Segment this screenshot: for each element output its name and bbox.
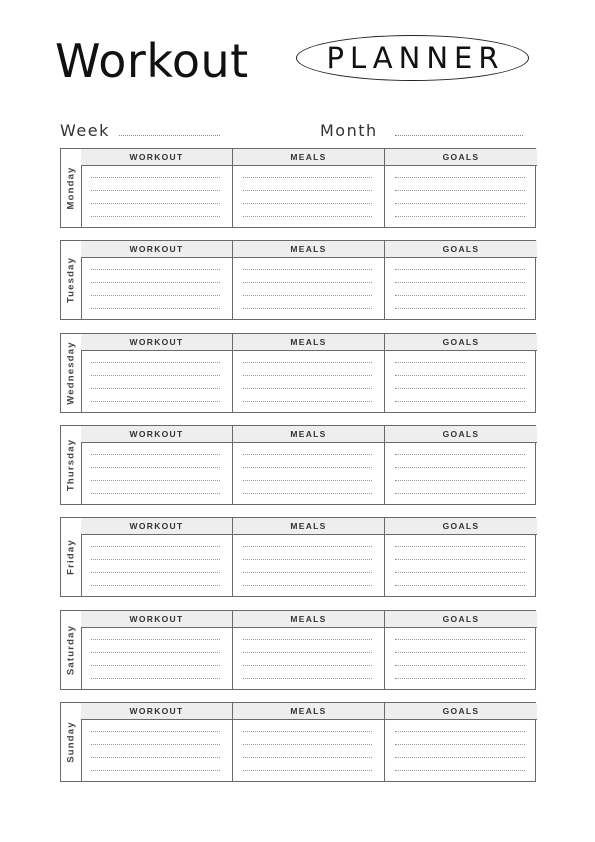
day-block-wednesday	[60, 333, 536, 413]
write-line[interactable]	[395, 308, 525, 309]
write-line[interactable]	[91, 362, 220, 363]
write-line[interactable]	[243, 493, 372, 494]
day-label: Friday	[65, 539, 77, 575]
column-goals	[385, 149, 537, 227]
write-line[interactable]	[395, 639, 525, 640]
write-line[interactable]	[91, 295, 220, 296]
write-line[interactable]	[243, 454, 372, 455]
column-header: GOALS	[385, 426, 537, 443]
column-header: GOALS	[385, 334, 537, 351]
write-line[interactable]	[395, 652, 525, 653]
write-line[interactable]	[395, 282, 525, 283]
column-meals	[233, 426, 385, 504]
day-label: Thursday	[65, 438, 77, 492]
day-block-thursday	[60, 425, 536, 505]
write-line[interactable]	[91, 401, 220, 402]
column-meals	[233, 241, 385, 319]
write-line[interactable]	[395, 572, 525, 573]
write-line[interactable]	[395, 375, 525, 376]
write-line[interactable]	[395, 295, 525, 296]
day-label-cell	[61, 611, 82, 689]
column-goals	[385, 426, 537, 504]
column-header: MEALS	[233, 426, 384, 443]
write-line[interactable]	[395, 401, 525, 402]
write-line[interactable]	[395, 467, 525, 468]
column-meals	[233, 149, 385, 227]
write-line[interactable]	[395, 665, 525, 666]
column-workout	[81, 703, 233, 781]
day-label-cell	[61, 334, 82, 412]
day-block-saturday	[60, 610, 536, 690]
write-line[interactable]	[91, 454, 220, 455]
write-line[interactable]	[395, 388, 525, 389]
column-header: MEALS	[233, 334, 384, 351]
day-block-friday	[60, 517, 536, 597]
write-line[interactable]	[243, 177, 372, 178]
column-goals	[385, 703, 537, 781]
write-line[interactable]	[243, 203, 372, 204]
column-meals	[233, 518, 385, 596]
column-header: MEALS	[233, 518, 384, 535]
write-line[interactable]	[395, 678, 525, 679]
write-line[interactable]	[91, 652, 220, 653]
write-line[interactable]	[91, 375, 220, 376]
column-header: GOALS	[385, 703, 537, 720]
week-label: Week	[60, 121, 110, 140]
write-line[interactable]	[395, 454, 525, 455]
write-line[interactable]	[243, 678, 372, 679]
column-meals	[233, 334, 385, 412]
column-workout	[81, 611, 233, 689]
write-line[interactable]	[243, 216, 372, 217]
write-line[interactable]	[91, 177, 220, 178]
write-line[interactable]	[91, 216, 220, 217]
month-label: Month	[320, 121, 378, 140]
week-input-line[interactable]	[119, 135, 220, 136]
column-meals	[233, 703, 385, 781]
write-line[interactable]	[91, 678, 220, 679]
write-line[interactable]	[243, 388, 372, 389]
column-header: GOALS	[385, 241, 537, 258]
column-workout	[81, 518, 233, 596]
column-goals	[385, 611, 537, 689]
column-header: WORKOUT	[81, 334, 232, 351]
page-title: Workout	[55, 34, 249, 88]
write-line[interactable]	[243, 639, 372, 640]
write-line[interactable]	[243, 190, 372, 191]
column-workout	[81, 426, 233, 504]
write-line[interactable]	[91, 770, 220, 771]
column-meals	[233, 611, 385, 689]
write-line[interactable]	[91, 639, 220, 640]
write-line[interactable]	[91, 572, 220, 573]
write-line[interactable]	[91, 308, 220, 309]
write-line[interactable]	[395, 203, 525, 204]
write-line[interactable]	[91, 467, 220, 468]
day-label: Tuesday	[65, 256, 77, 304]
write-line[interactable]	[243, 665, 372, 666]
column-header: GOALS	[385, 149, 537, 166]
write-line[interactable]	[91, 665, 220, 666]
column-header: WORKOUT	[81, 703, 232, 720]
write-line[interactable]	[395, 480, 525, 481]
write-line[interactable]	[243, 559, 372, 560]
planner-badge: PLANNER	[296, 35, 529, 81]
write-line[interactable]	[91, 203, 220, 204]
column-header: MEALS	[233, 703, 384, 720]
write-line[interactable]	[243, 572, 372, 573]
day-block-monday	[60, 148, 536, 228]
write-line[interactable]	[243, 269, 372, 270]
write-line[interactable]	[91, 546, 220, 547]
day-label: Sunday	[65, 721, 77, 763]
write-line[interactable]	[395, 546, 525, 547]
write-line[interactable]	[243, 546, 372, 547]
write-line[interactable]	[243, 295, 372, 296]
day-label-cell	[61, 426, 82, 504]
write-line[interactable]	[395, 559, 525, 560]
write-line[interactable]	[91, 585, 220, 586]
day-label-cell	[61, 518, 82, 596]
month-input-line[interactable]	[395, 135, 523, 136]
write-line[interactable]	[91, 559, 220, 560]
column-workout	[81, 334, 233, 412]
column-header: MEALS	[233, 241, 384, 258]
day-label-cell	[61, 703, 82, 781]
day-label-cell	[61, 149, 82, 227]
write-line[interactable]	[91, 731, 220, 732]
column-header: WORKOUT	[81, 518, 232, 535]
write-line[interactable]	[243, 585, 372, 586]
column-header: MEALS	[233, 149, 384, 166]
column-header: MEALS	[233, 611, 384, 628]
write-line[interactable]	[243, 770, 372, 771]
column-header: WORKOUT	[81, 241, 232, 258]
write-line[interactable]	[395, 757, 525, 758]
write-line[interactable]	[243, 731, 372, 732]
write-line[interactable]	[243, 480, 372, 481]
write-line[interactable]	[243, 757, 372, 758]
write-line[interactable]	[395, 493, 525, 494]
column-goals	[385, 334, 537, 412]
column-goals	[385, 518, 537, 596]
column-workout	[81, 241, 233, 319]
column-header: WORKOUT	[81, 149, 232, 166]
write-line[interactable]	[91, 480, 220, 481]
column-header: WORKOUT	[81, 611, 232, 628]
write-line[interactable]	[243, 308, 372, 309]
write-line[interactable]	[91, 757, 220, 758]
write-line[interactable]	[91, 493, 220, 494]
day-label: Saturday	[65, 624, 77, 676]
day-block-tuesday	[60, 240, 536, 320]
write-line[interactable]	[243, 467, 372, 468]
write-line[interactable]	[395, 177, 525, 178]
write-line[interactable]	[91, 269, 220, 270]
write-line[interactable]	[395, 216, 525, 217]
write-line[interactable]	[243, 375, 372, 376]
write-line[interactable]	[91, 282, 220, 283]
write-line[interactable]	[243, 744, 372, 745]
day-label-cell	[61, 241, 82, 319]
day-label: Wednesday	[65, 341, 77, 405]
day-block-sunday	[60, 702, 536, 782]
write-line[interactable]	[395, 744, 525, 745]
write-line[interactable]	[395, 269, 525, 270]
write-line[interactable]	[395, 190, 525, 191]
write-line[interactable]	[395, 362, 525, 363]
column-header: GOALS	[385, 611, 537, 628]
write-line[interactable]	[243, 282, 372, 283]
day-label: Monday	[65, 166, 77, 210]
write-line[interactable]	[243, 362, 372, 363]
write-line[interactable]	[395, 770, 525, 771]
write-line[interactable]	[91, 388, 220, 389]
write-line[interactable]	[243, 401, 372, 402]
write-line[interactable]	[395, 585, 525, 586]
column-header: WORKOUT	[81, 426, 232, 443]
write-line[interactable]	[91, 190, 220, 191]
column-header: GOALS	[385, 518, 537, 535]
column-goals	[385, 241, 537, 319]
write-line[interactable]	[91, 744, 220, 745]
write-line[interactable]	[243, 652, 372, 653]
column-workout	[81, 149, 233, 227]
write-line[interactable]	[395, 731, 525, 732]
